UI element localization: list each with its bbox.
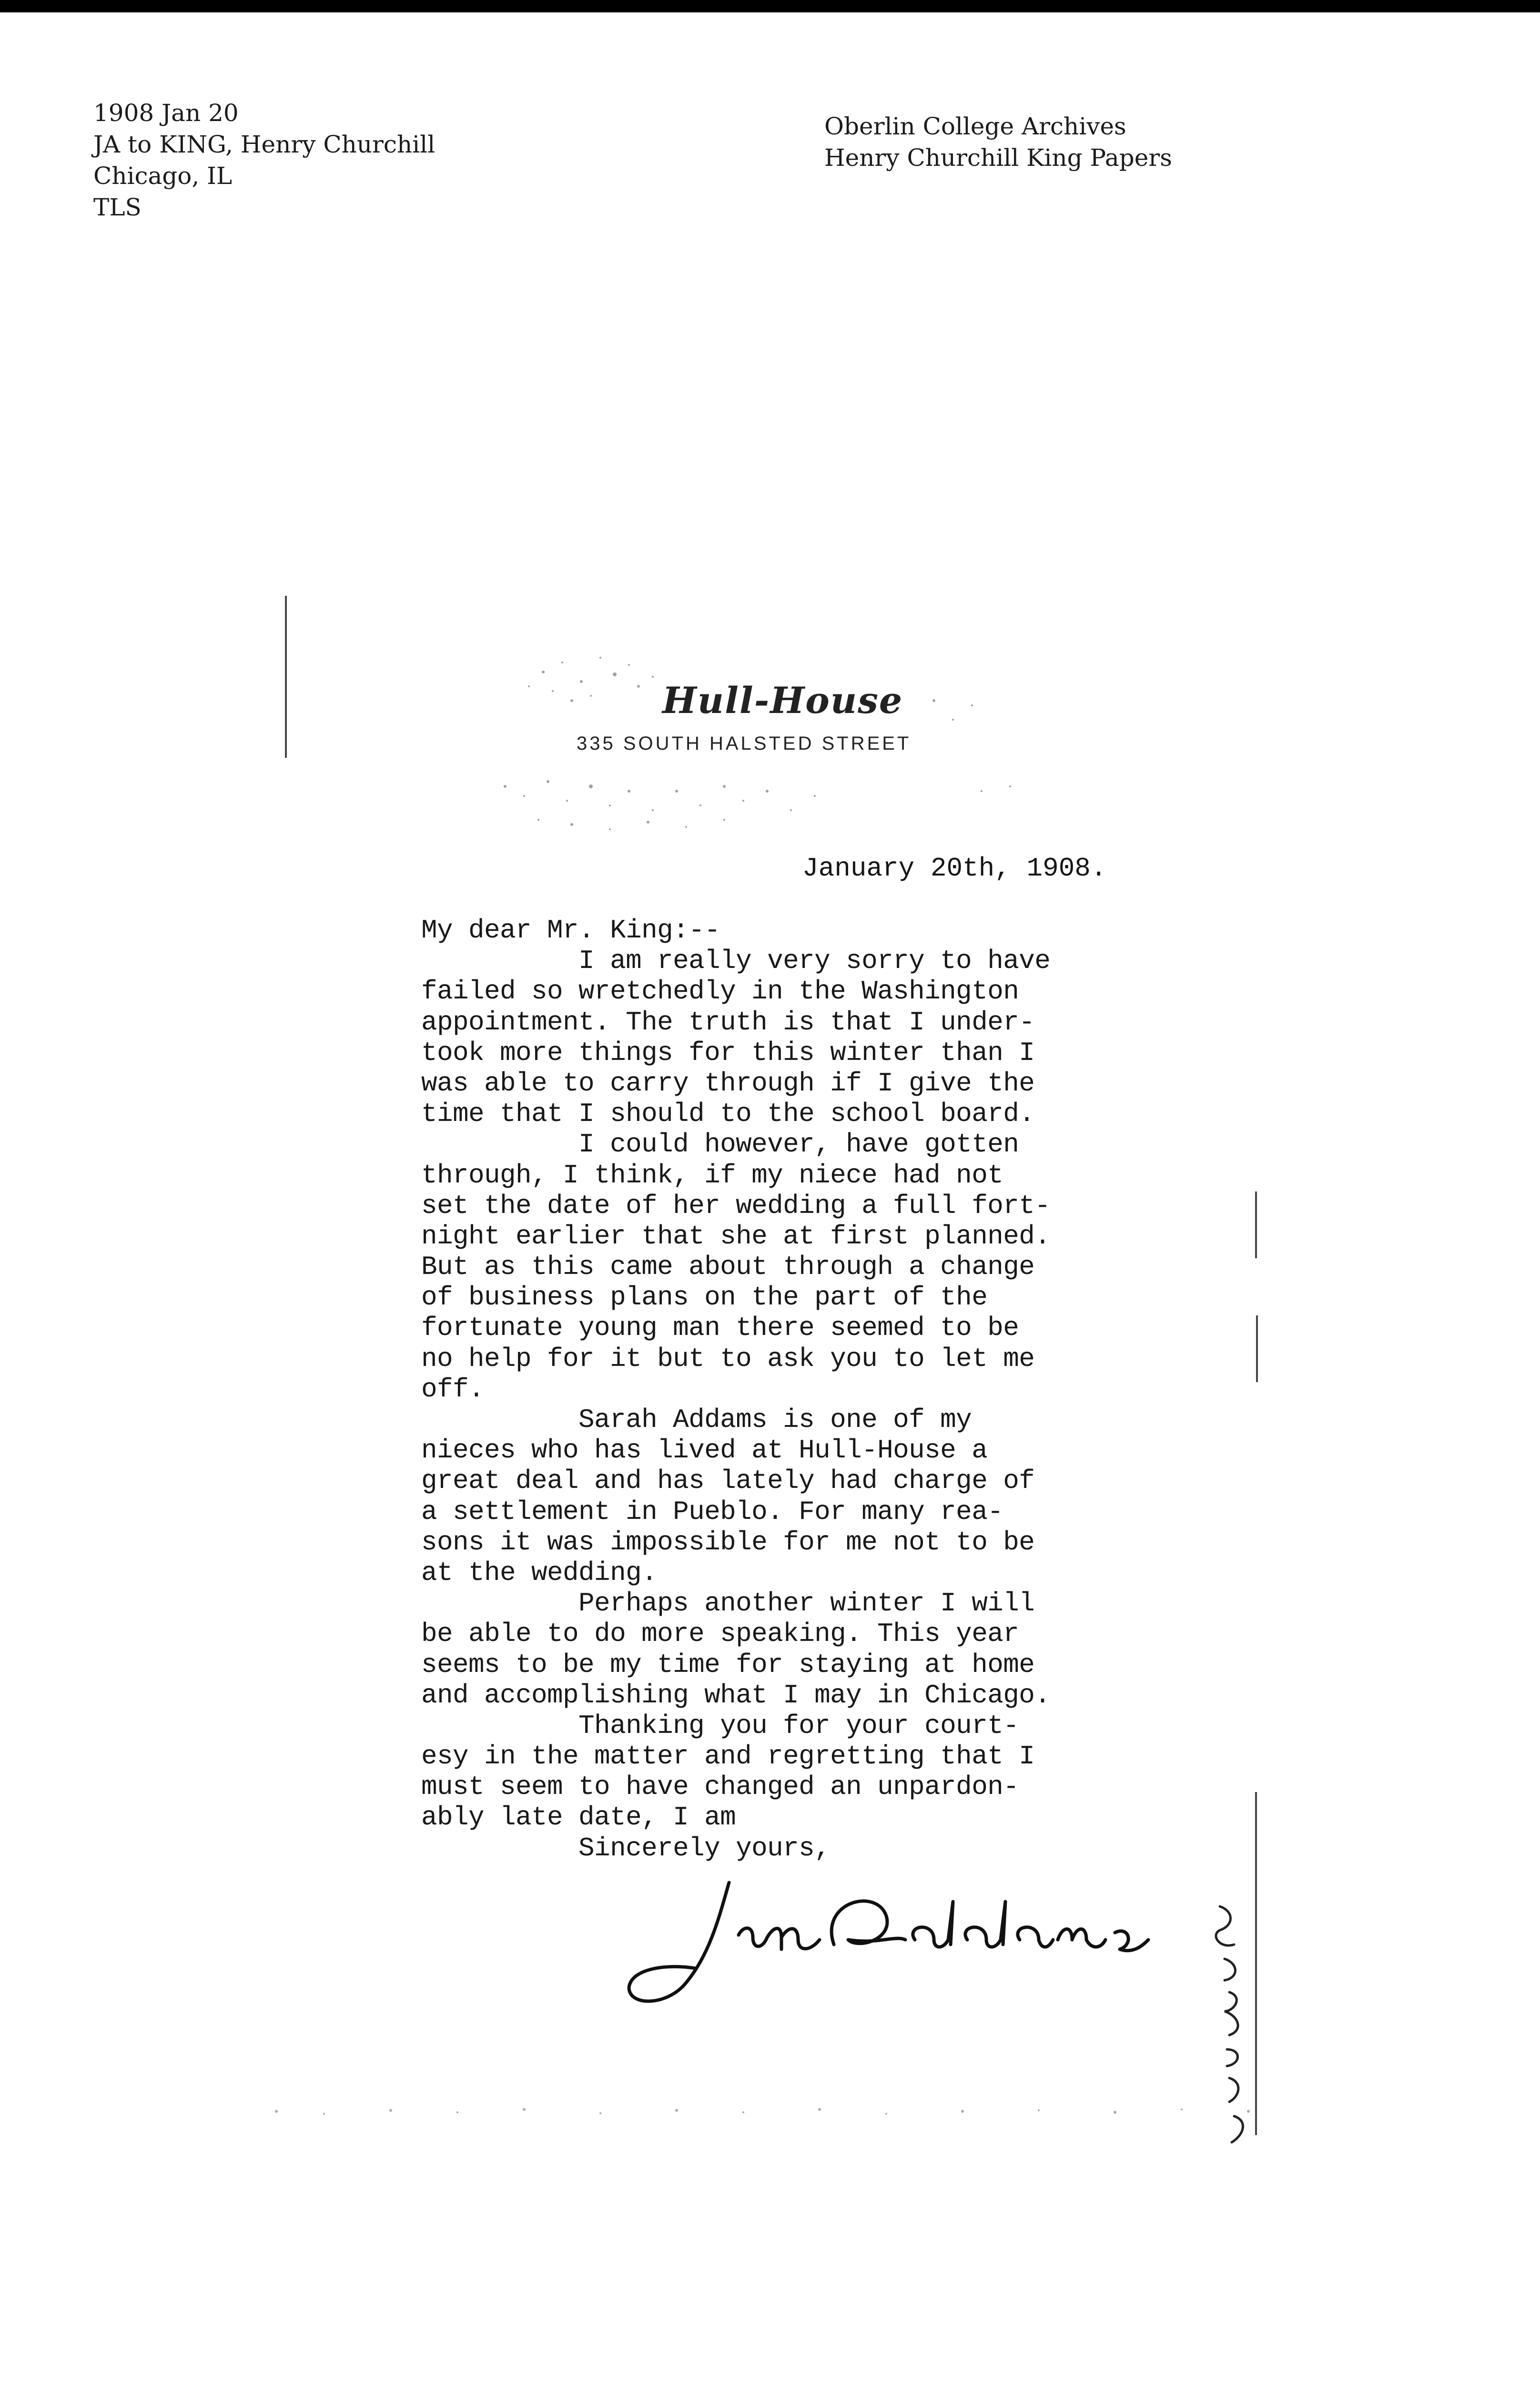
letter-line: and accomplishing what I may in Chicago. — [421, 1680, 1051, 1711]
letter-line: esy in the matter and regretting that I — [421, 1741, 1035, 1772]
salutation: My dear Mr. King:-- — [421, 915, 720, 946]
letter-line: seems to be my time for staying at home — [421, 1649, 1035, 1680]
letter-line: ably late date, I am — [421, 1802, 736, 1833]
letter-line: through, I think, if my niece had not — [421, 1160, 1003, 1191]
catalog-place: Chicago, IL — [93, 162, 233, 190]
letter-line: at the wedding. — [421, 1557, 658, 1588]
letter-line: must seem to have changed an unpardon- — [421, 1772, 1019, 1803]
letterhead-name: Hull-House — [662, 679, 903, 722]
letter-line: was able to carry through if I give the — [421, 1068, 1035, 1099]
letter-line: nieces who has lived at Hull-House a — [421, 1435, 988, 1466]
letter-line: But as this came about through a change — [421, 1252, 1035, 1283]
letter-line: Sarah Addams is one of my — [421, 1405, 972, 1435]
letter-line: a settlement in Pueblo. For many rea- — [421, 1496, 1003, 1527]
bottom-speckle — [267, 2088, 1267, 2130]
letter-line: great deal and has lately had charge of — [421, 1466, 1035, 1497]
closing: Sincerely yours, — [421, 1833, 831, 1864]
letter-line: took more things for this winter than I — [421, 1037, 1035, 1068]
scan-border — [0, 0, 1540, 12]
archive-name: Oberlin College Archives — [824, 112, 1126, 140]
letter-line: fortunate young man there seemed to be — [421, 1313, 1019, 1344]
letter-line: I could however, have gotten — [421, 1129, 1019, 1160]
letter-date: January 20th, 1908. — [802, 853, 1107, 884]
letterhead-address: 335 SOUTH HALSTED STREET — [577, 733, 912, 754]
signature-jane-addams — [610, 1873, 1182, 2016]
letter-line: be able to do more speaking. This year — [421, 1619, 1019, 1650]
letter-line: appointment. The truth is that I under- — [421, 1007, 1035, 1038]
catalog-correspondents: JA to KING, Henry Churchill — [93, 131, 436, 158]
letter-line: night earlier that she at first planned. — [421, 1221, 1051, 1252]
archive-info — [824, 111, 1172, 173]
letter-line: set the date of her wedding a full fort- — [421, 1190, 1051, 1221]
letter-line: Thanking you for your court- — [421, 1710, 1019, 1741]
letter-line: I am really very sorry to have — [421, 946, 1051, 977]
margin-mark — [1256, 1315, 1258, 1382]
margin-mark — [285, 596, 287, 758]
catalog-info — [93, 97, 435, 223]
letter-line: off. — [421, 1374, 485, 1405]
letter-line: Perhaps another winter I will — [421, 1588, 1035, 1619]
letter-line: sons it was impossible for me not to be — [421, 1527, 1035, 1558]
letter-line: of business plans on the part of the — [421, 1282, 988, 1313]
letter-line: time that I should to the school board. — [421, 1099, 1035, 1130]
letter-body — [421, 915, 1050, 1864]
collection-name: Henry Churchill King Papers — [824, 144, 1172, 172]
catalog-date: 1908 Jan 20 — [93, 99, 239, 127]
letter-line: no help for it but to ask you to let me — [421, 1343, 1035, 1374]
catalog-doc-type: TLS — [93, 193, 142, 221]
margin-mark — [1255, 1192, 1257, 1258]
letter-line: failed so wretchedly in the Washington — [421, 976, 1019, 1007]
